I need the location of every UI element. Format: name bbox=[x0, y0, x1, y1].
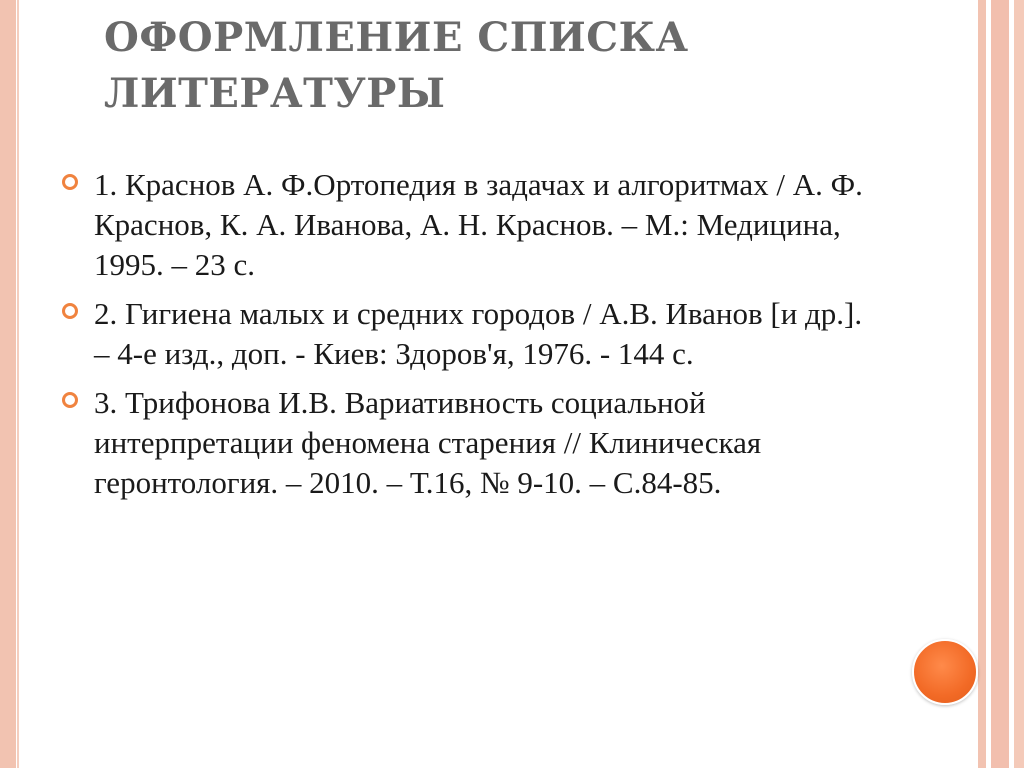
reference-list bbox=[62, 165, 882, 512]
circle-bullet-icon bbox=[62, 174, 78, 190]
reference-text: 1. Краснов А. Ф.Ортопедия в задачах и алгоритмах / А. Ф. Краснов, К. А. Иванова, А. Н. Краснов. – М.: Медицина, 1995. – 23 с. bbox=[94, 167, 863, 282]
right-stripe-inner bbox=[978, 0, 986, 768]
circle-bullet-icon bbox=[62, 303, 78, 319]
circle-bullet-icon bbox=[62, 392, 78, 408]
slide-title: ОФОРМЛЕНИЕ СПИСКА ЛИТЕРАТУРЫ bbox=[104, 14, 689, 117]
right-stripe-middle bbox=[991, 0, 1009, 768]
decorative-circle bbox=[912, 639, 978, 705]
reference-text: 2. Гигиена малых и средних городов / А.В. Иванов [и др.]. – 4-е изд., доп. - Киев: Здоров'я, 1976. - 144 с. bbox=[94, 296, 863, 371]
right-stripe-outer bbox=[1014, 0, 1024, 768]
reference-item bbox=[62, 294, 882, 374]
right-frame-stripes bbox=[978, 0, 1024, 768]
reference-text: 3. Трифонова И.В. Вариативность социальной интерпретации феномена старения // Клиническая геронтология. – 2010. – Т.16, № 9-10. – С.84-85. bbox=[94, 385, 762, 500]
reference-item bbox=[62, 383, 882, 503]
left-frame-stripe bbox=[0, 0, 16, 768]
reference-item bbox=[62, 165, 882, 285]
